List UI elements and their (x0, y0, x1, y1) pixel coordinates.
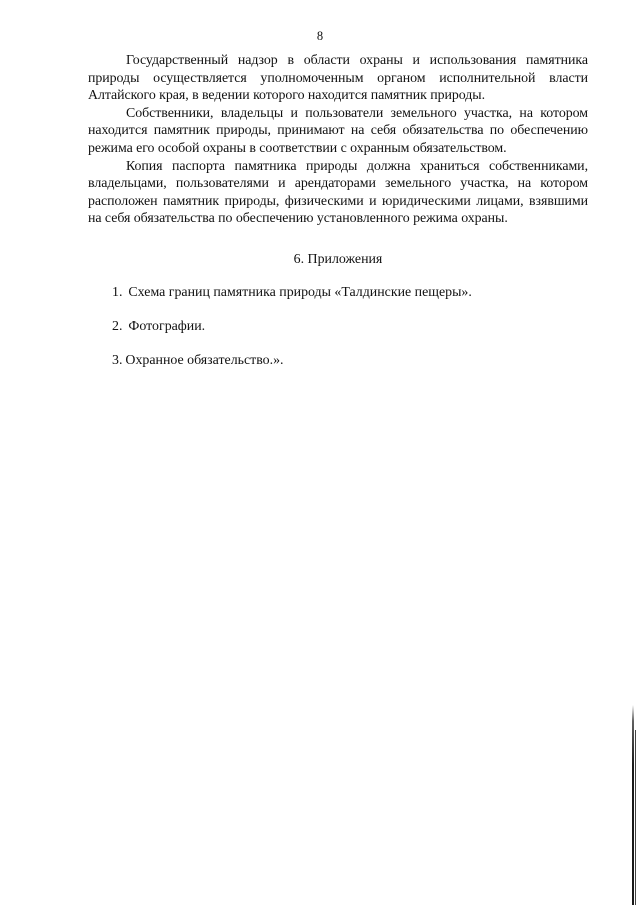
list-item-text: Схема границ памятника природы «Талдинские пещеры». (128, 284, 472, 300)
page-number: 8 (316, 29, 324, 43)
list-item-number: 3. (112, 352, 123, 368)
list-item (88, 284, 588, 302)
appendix-list (88, 284, 588, 370)
list-item-text: Охранное обязательство.». (125, 352, 284, 368)
document-body (88, 52, 588, 386)
section-heading-appendices: 6. Приложения (293, 251, 383, 267)
paragraph-passport-copy: Копия паспорта памятника природы должна храниться собственниками, владельцами, пользователями и арендаторами земельного участка, на котором расположен памятник природы, физическими и юридическими лицами, взявшими на себя обязательства по обеспечению установленного режима охраны. (88, 158, 588, 227)
list-item-number: 2. (112, 318, 123, 334)
list-item (88, 352, 588, 370)
paragraph-state-supervision: Государственный надзор в области охраны и использования памятника природы осуществляется уполномоченным органом исполнительной власти Алтайского края, в ведении которого находится памятник природы. (88, 53, 588, 104)
scan-edge-mark-secondary (635, 730, 636, 905)
paragraph-owners-obligations: Собственники, владельцы и пользователи земельного участка, на котором находится памятник природы, принимают на себя обязательства по обеспечению режима его особой охраны в соответствии с охранным обязательством. (88, 105, 588, 156)
scan-edge-mark (632, 705, 634, 905)
list-item-text: Фотографии. (128, 318, 206, 334)
list-item (88, 318, 588, 336)
list-item-number: 1. (112, 284, 123, 300)
